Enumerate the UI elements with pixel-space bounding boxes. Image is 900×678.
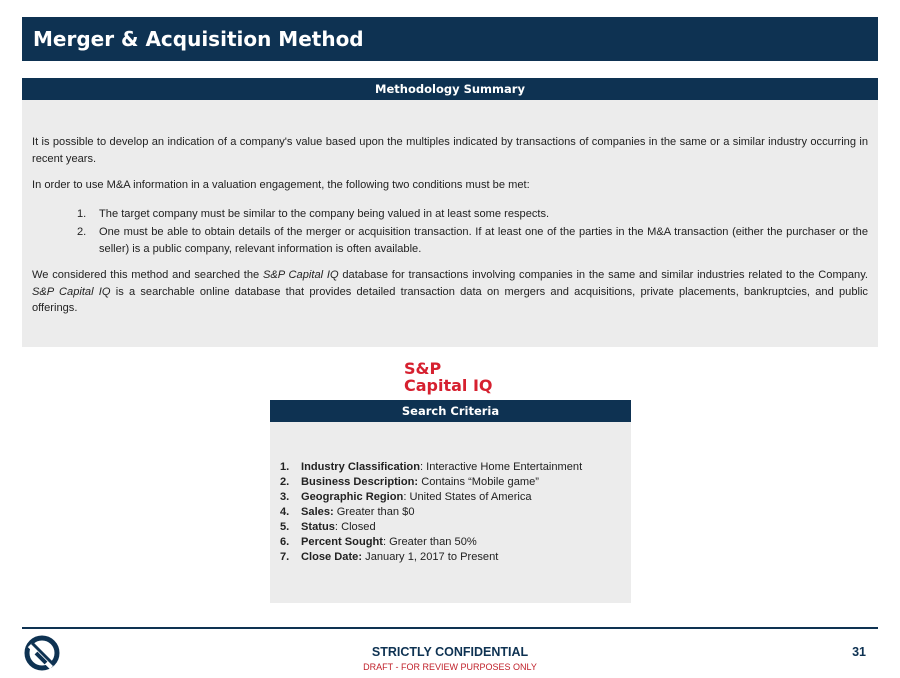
criteria-number: 2. (280, 476, 290, 488)
criteria-number: 5. (280, 521, 290, 533)
criteria-item (280, 535, 631, 550)
criteria-list (280, 460, 631, 565)
footer-divider (22, 627, 878, 629)
criteria-label: Industry Classification (301, 461, 420, 473)
criteria-number: 4. (280, 506, 290, 518)
criteria-value: Contains “Mobile game” (421, 476, 540, 488)
criteria-item (280, 490, 631, 505)
criteria-label: Sales: (301, 506, 334, 518)
criteria-label: Percent Sought (301, 536, 383, 548)
page-title: Merger & Acquisition Method (22, 17, 878, 61)
text-run: is a searchable online database that provides detailed transaction data on mergers and acquisitions, private placements, bankruptcies, and public offerings. (32, 285, 868, 314)
criteria-value: United States of America (409, 491, 532, 503)
text-run: database for transactions involving companies in the same and similar industries related to the Company. (338, 269, 868, 281)
criteria-number: 7. (280, 551, 290, 563)
criteria-sep: : (419, 461, 427, 473)
criteria-value: January 1, 2017 to Present (365, 551, 499, 563)
criteria-label: Business Description: (301, 476, 419, 488)
sp-capital-iq-logo (404, 360, 493, 394)
list-text: One must be able to obtain details of the merger or acquisition transaction. If at least one of the parties in the M&A transaction (either the purchaser or the seller) is a public company, relevant information is often available. (99, 226, 868, 255)
criteria-sep: : (334, 521, 342, 533)
criteria-item (280, 520, 631, 535)
criteria-item (280, 550, 631, 565)
conditions-list (32, 206, 868, 258)
criteria-value: Closed (341, 521, 376, 533)
criteria-item (280, 475, 631, 490)
criteria-sep: : (382, 536, 390, 548)
logo-line: S&P (404, 359, 442, 378)
criteria-value: Interactive Home Entertainment (426, 461, 583, 473)
text-run: We considered this method and searched the (32, 269, 263, 281)
list-number: 1. (77, 207, 87, 220)
criteria-value: Greater than $0 (336, 506, 415, 518)
criteria-number: 3. (280, 491, 290, 503)
source-name: S&P Capital IQ (32, 285, 111, 298)
summary-paragraph-3 (32, 267, 868, 317)
criteria-item (280, 505, 631, 520)
summary-paragraph-2: In order to use M&A information in a valuation engagement, the following two conditions must be met: (32, 179, 530, 191)
criteria-number: 1. (280, 461, 290, 473)
criteria-value: Greater than 50% (389, 536, 477, 548)
search-criteria-header: Search Criteria (270, 400, 631, 422)
methodology-summary-header: Methodology Summary (22, 78, 878, 100)
search-criteria-panel (270, 422, 631, 603)
page-number: 31 (852, 645, 866, 659)
logo-line: Capital IQ (404, 376, 493, 395)
draft-notice: DRAFT - FOR REVIEW PURPOSES ONLY (363, 662, 537, 672)
methodology-summary-panel (22, 100, 878, 347)
criteria-item (280, 460, 631, 475)
criteria-label: Close Date: (301, 551, 363, 563)
criteria-number: 6. (280, 536, 290, 548)
criteria-sep: : (403, 491, 410, 503)
confidentiality-notice: STRICTLY CONFIDENTIAL (371, 645, 529, 659)
criteria-label: Status (301, 521, 335, 533)
criteria-label: Geographic Region (301, 491, 404, 503)
list-item (32, 206, 868, 223)
summary-paragraph-1: It is possible to develop an indication of a company's value based upon the multiples indicated by transactions of companies in the same or a similar industry occurring in recent years. (32, 136, 868, 165)
list-item (32, 224, 868, 257)
source-name: S&P Capital IQ (262, 269, 339, 281)
list-text: The target company must be similar to the company being valued in at least some respects. (99, 207, 550, 220)
list-number: 2. (77, 226, 87, 238)
